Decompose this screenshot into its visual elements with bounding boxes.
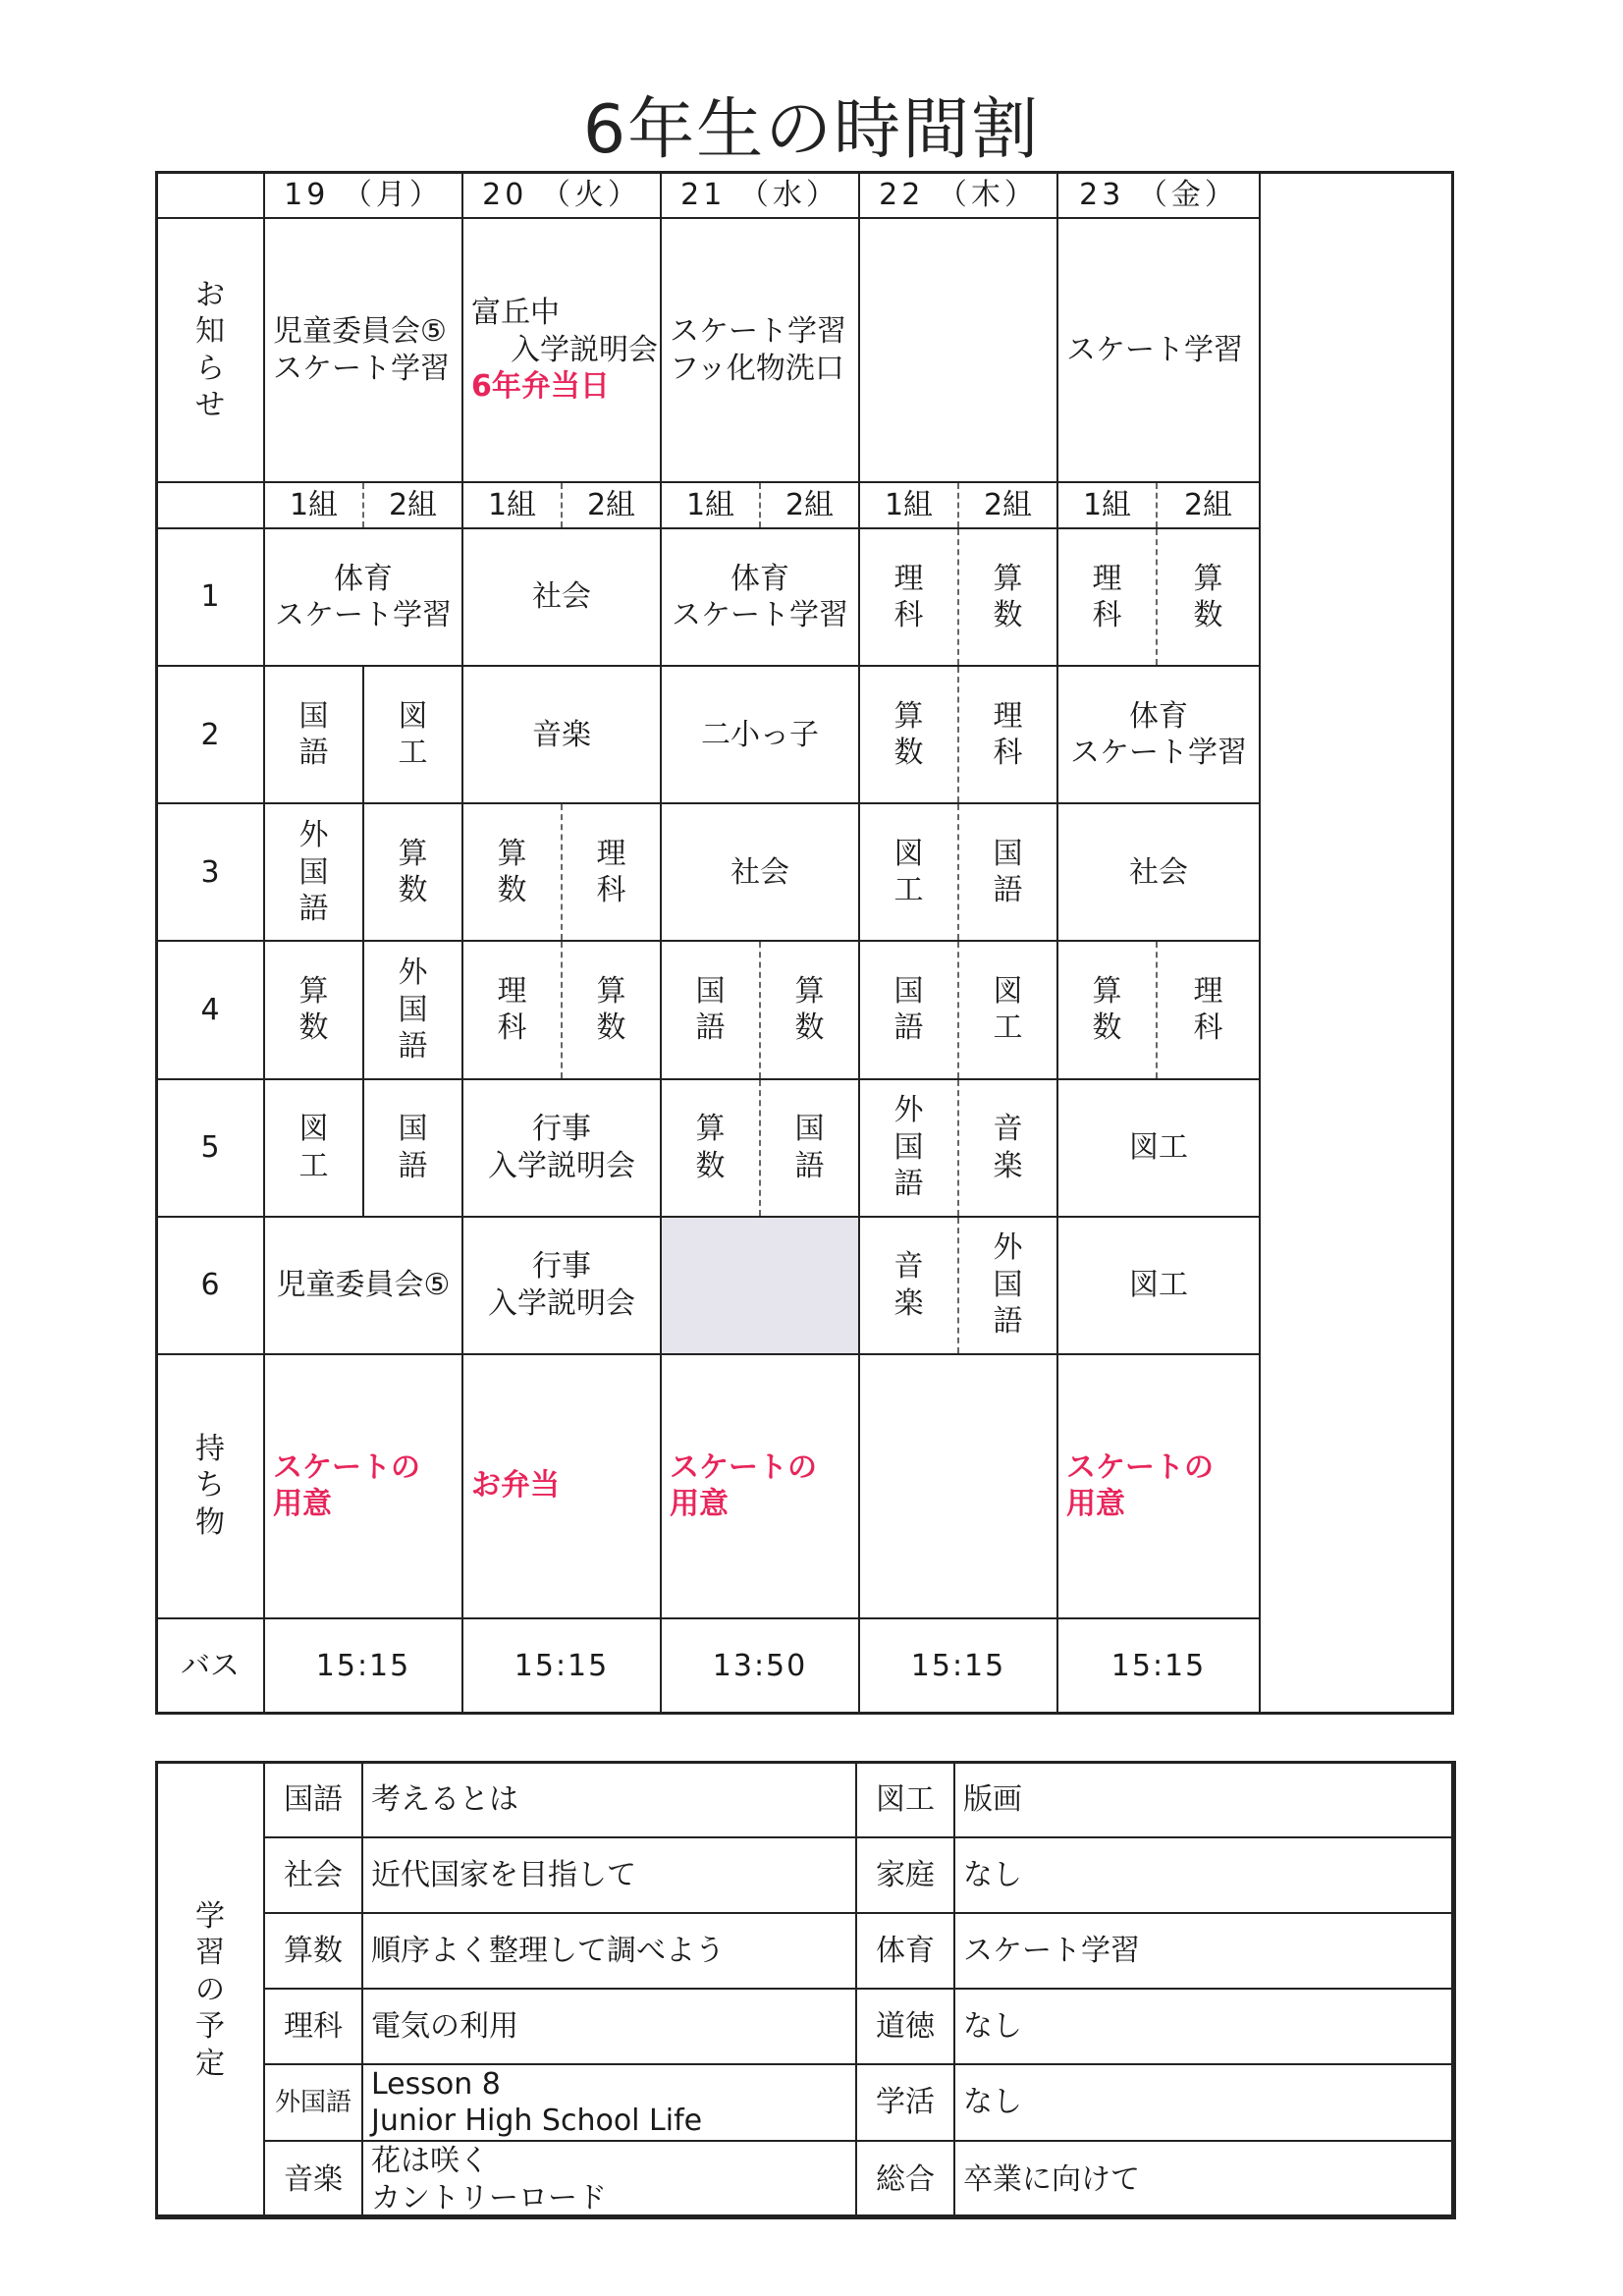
study-subject: 理科: [264, 1989, 362, 2064]
study-subject: 図工: [856, 1762, 954, 1837]
cell-wed-p4-c1: 国語: [661, 941, 760, 1078]
cell-wed-p5-c1: 算数: [661, 1079, 760, 1217]
study-content: 近代国家を目指して: [362, 1837, 856, 1913]
timetable-frame: [155, 171, 1454, 1715]
study-subject: 社会: [264, 1837, 362, 1913]
cell-tue-p4-c2: 算数: [562, 941, 661, 1078]
cell-mon-p2-c2: 図工: [363, 666, 462, 803]
belongings-tue: お弁当: [462, 1354, 661, 1618]
cell-mon-p5-c1: 図工: [264, 1079, 363, 1217]
cell-fri-p5: 図工: [1057, 1079, 1260, 1217]
cell-tue-p1: 社会: [462, 528, 661, 666]
class-label-2: 2組: [760, 482, 859, 528]
period-row-3: [156, 803, 1260, 941]
bus-time-mon: 15:15: [264, 1618, 462, 1714]
belongings-label: 持ち物: [156, 1354, 264, 1618]
notice-row: [156, 218, 1260, 482]
class-header-row: [156, 482, 1260, 528]
study-subject: 総合: [856, 2141, 954, 2218]
study-subject: 学活: [856, 2064, 954, 2141]
bus-time-wed: 13:50: [661, 1618, 859, 1714]
cell-thu-p1-c2: 算数: [958, 528, 1057, 666]
class-label-2: 2組: [958, 482, 1057, 528]
day-header-tue: 20 （火）: [462, 172, 661, 218]
day-header-mon: 19 （月）: [264, 172, 462, 218]
cell-wed-p6-empty: [661, 1217, 859, 1354]
study-subject: 道徳: [856, 1989, 954, 2064]
cell-wed-p5-c2: 国語: [760, 1079, 859, 1217]
day-header-fri: 23 （金）: [1057, 172, 1260, 218]
bus-time-tue: 15:15: [462, 1618, 661, 1714]
class-label-2: 2組: [363, 482, 462, 528]
cell-fri-p1-c1: 理科: [1057, 528, 1157, 666]
study-plan-row: [156, 2064, 1455, 2141]
study-content: スケート学習: [954, 1913, 1455, 1989]
notice-wed: スケート学習 フッ化物洗口: [661, 218, 859, 482]
study-subject: 外国語: [264, 2064, 362, 2141]
study-content: なし: [954, 1837, 1455, 1913]
study-content: 花は咲く カントリーロード: [362, 2141, 856, 2218]
timetable: [155, 171, 1261, 1715]
cell-fri-p4-c2: 理科: [1157, 941, 1260, 1078]
cell-mon-p4-c2: 外国語: [363, 941, 462, 1078]
study-plan-row: [156, 1837, 1455, 1913]
period-number: 1: [156, 528, 264, 666]
study-content: 順序よく整理して調べよう: [362, 1913, 856, 1989]
cell-tue-p2: 音楽: [462, 666, 661, 803]
bus-row: [156, 1618, 1260, 1714]
belongings-row: [156, 1354, 1260, 1618]
period-row-4: [156, 941, 1260, 1078]
class-label-1: 1組: [462, 482, 562, 528]
cell-thu-p3-c2: 国語: [958, 803, 1057, 941]
cell-fri-p1-c2: 算数: [1157, 528, 1260, 666]
cell-fri-p2: 体育 スケート学習: [1057, 666, 1260, 803]
class-label-1: 1組: [661, 482, 760, 528]
period-row-6: [156, 1217, 1260, 1354]
cell-wed-p1: 体育 スケート学習: [661, 528, 859, 666]
study-plan-row: [156, 1913, 1455, 1989]
bus-time-fri: 15:15: [1057, 1618, 1260, 1714]
cell-wed-p3: 社会: [661, 803, 859, 941]
day-header-row: [156, 172, 1260, 218]
period-number: 5: [156, 1079, 264, 1217]
notice-thu: [859, 218, 1057, 482]
belongings-fri: スケートの 用意: [1057, 1354, 1260, 1618]
cell-thu-p6-c2: 外国語: [958, 1217, 1057, 1354]
notice-mon: 児童委員会⑤ スケート学習: [264, 218, 462, 482]
study-subject: 体育: [856, 1913, 954, 1989]
cell-thu-p5-c2: 音楽: [958, 1079, 1057, 1217]
cell-mon-p3-c2: 算数: [363, 803, 462, 941]
study-content: Lesson 8 Junior High School Life: [362, 2064, 856, 2141]
cell-thu-p1-c1: 理科: [859, 528, 958, 666]
study-plan-row: [156, 1989, 1455, 2064]
class-corner-cell: [156, 482, 264, 528]
cell-tue-p6: 行事 入学説明会: [462, 1217, 661, 1354]
cell-mon-p4-c1: 算数: [264, 941, 363, 1078]
class-label-1: 1組: [859, 482, 958, 528]
cell-thu-p2-c2: 理科: [958, 666, 1057, 803]
study-content: なし: [954, 2064, 1455, 2141]
class-label-2: 2組: [562, 482, 661, 528]
period-row-2: [156, 666, 1260, 803]
cell-thu-p5-c1: 外国語: [859, 1079, 958, 1217]
cell-thu-p4-c2: 図工: [958, 941, 1057, 1078]
study-subject: 音楽: [264, 2141, 362, 2218]
belongings-thu: [859, 1354, 1057, 1618]
study-content: 版画: [954, 1762, 1455, 1837]
period-row-5: [156, 1079, 1260, 1217]
cell-mon-p1: 体育 スケート学習: [264, 528, 462, 666]
day-header-wed: 21 （水）: [661, 172, 859, 218]
study-plan-row: [156, 2141, 1455, 2218]
cell-tue-p3-c2: 理科: [562, 803, 661, 941]
study-subject: 家庭: [856, 1837, 954, 1913]
class-label-1: 1組: [1057, 482, 1157, 528]
study-content: 考えるとは: [362, 1762, 856, 1837]
page-title: 6年生の時間割: [582, 91, 1041, 169]
cell-thu-p4-c1: 国語: [859, 941, 958, 1078]
cell-fri-p6: 図工: [1057, 1217, 1260, 1354]
cell-mon-p6: 児童委員会⑤: [264, 1217, 462, 1354]
cell-thu-p2-c1: 算数: [859, 666, 958, 803]
class-label-1: 1組: [264, 482, 363, 528]
study-content: 電気の利用: [362, 1989, 856, 2064]
cell-mon-p2-c1: 国語: [264, 666, 363, 803]
corner-cell: [156, 172, 264, 218]
cell-tue-p4-c1: 理科: [462, 941, 562, 1078]
cell-tue-p3-c1: 算数: [462, 803, 562, 941]
cell-thu-p6-c1: 音楽: [859, 1217, 958, 1354]
period-number: 6: [156, 1217, 264, 1354]
period-number: 2: [156, 666, 264, 803]
period-number: 4: [156, 941, 264, 1078]
belongings-mon: スケートの 用意: [264, 1354, 462, 1618]
belongings-wed: スケートの 用意: [661, 1354, 859, 1618]
study-plan-table: [155, 1761, 1456, 2219]
class-label-2: 2組: [1157, 482, 1260, 528]
notice-label: お知らせ: [156, 218, 264, 482]
period-row-1: [156, 528, 1260, 666]
cell-wed-p4-c2: 算数: [760, 941, 859, 1078]
notice-fri: スケート学習: [1057, 218, 1260, 482]
cell-wed-p2: 二小っ子: [661, 666, 859, 803]
cell-fri-p3: 社会: [1057, 803, 1260, 941]
study-content: なし: [954, 1989, 1455, 2064]
bus-label: バス: [156, 1618, 264, 1714]
notice-tue: 富丘中 入学説明会 6年弁当日: [462, 218, 661, 482]
study-plan-label: 学習の予定: [156, 1762, 264, 2218]
cell-fri-p4-c1: 算数: [1057, 941, 1157, 1078]
study-content: 卒業に向けて: [954, 2141, 1455, 2218]
cell-mon-p3-c1: 外国語: [264, 803, 363, 941]
study-plan-frame: [155, 1761, 1454, 2217]
day-header-thu: 22 （木）: [859, 172, 1057, 218]
cell-mon-p5-c2: 国語: [363, 1079, 462, 1217]
study-plan-row: [156, 1762, 1455, 1837]
bus-time-thu: 15:15: [859, 1618, 1057, 1714]
period-number: 3: [156, 803, 264, 941]
study-subject: 国語: [264, 1762, 362, 1837]
cell-tue-p5: 行事 入学説明会: [462, 1079, 661, 1217]
study-subject: 算数: [264, 1913, 362, 1989]
cell-thu-p3-c1: 図工: [859, 803, 958, 941]
